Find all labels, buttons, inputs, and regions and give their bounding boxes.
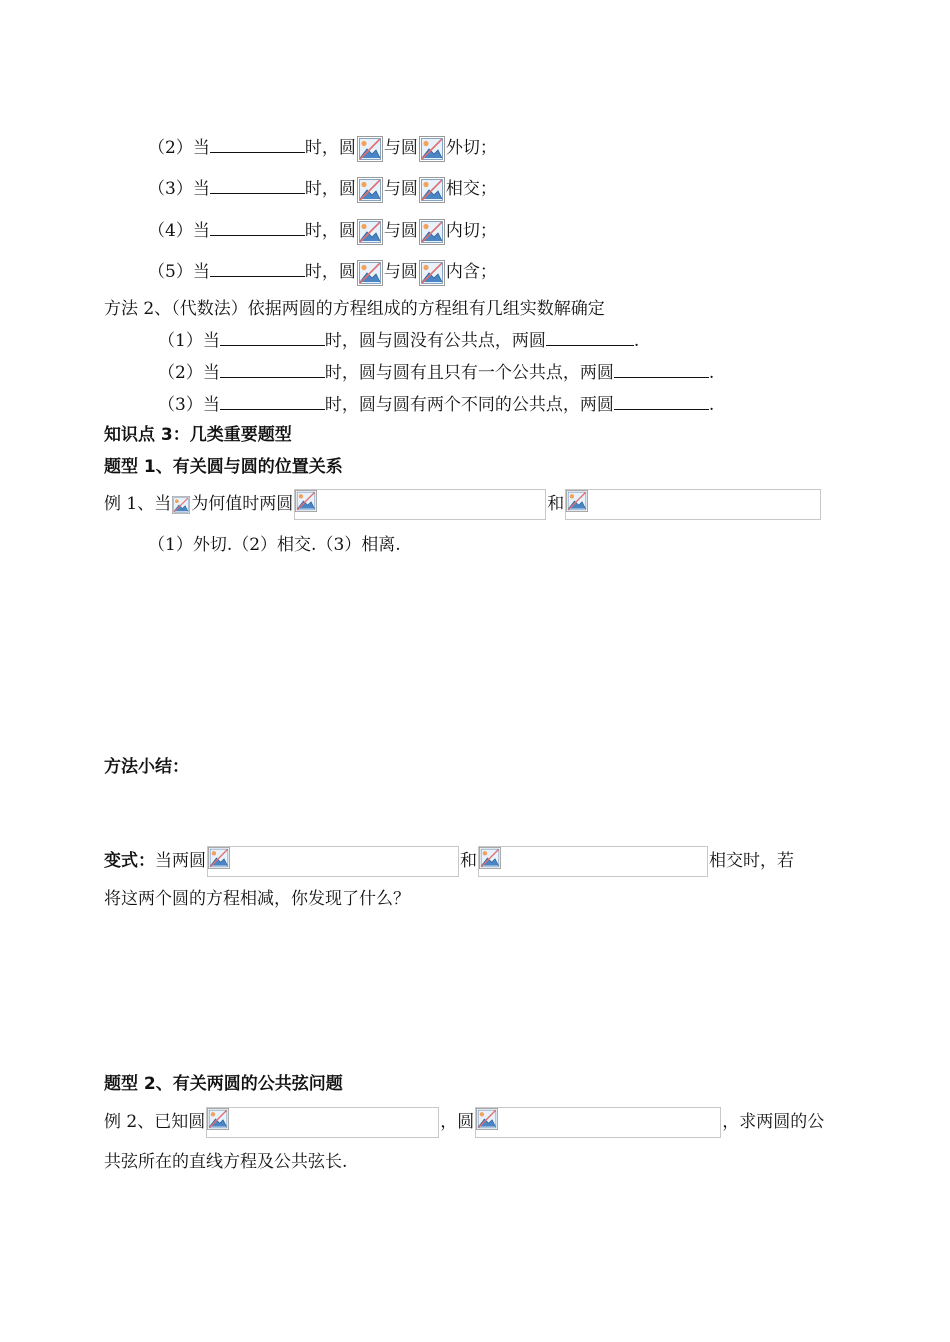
- item-text: 相交；: [445, 179, 497, 199]
- variant-line: [104, 845, 794, 878]
- knowledge-heading: 知识点 3：几类重要题型: [104, 425, 292, 445]
- geo-item-5: [148, 258, 497, 286]
- fill-blank[interactable]: [546, 327, 634, 346]
- item-text: 时，圆: [304, 262, 356, 282]
- variant-question: 将这两个圆的方程相减，你发现了什么？: [104, 889, 410, 909]
- example-text: ，求两圆的公: [722, 1112, 825, 1132]
- type1-heading: 题型 1、有关圆与圆的位置关系: [104, 457, 343, 477]
- equation-image-box: [206, 1107, 439, 1138]
- item-number: （5）当: [148, 262, 210, 282]
- fill-blank[interactable]: [614, 391, 709, 410]
- broken-image-icon: [357, 219, 383, 245]
- example-text: 为何值时两圆: [191, 494, 294, 514]
- broken-image-icon: [419, 219, 445, 245]
- example2-continuation: 共弦所在的直线方程及公共弦长.: [104, 1152, 348, 1172]
- equation-image-box: [207, 846, 459, 877]
- fill-blank[interactable]: [220, 327, 325, 346]
- example-text: ，圆: [440, 1112, 475, 1132]
- fill-blank[interactable]: [614, 359, 709, 378]
- broken-image-icon: [476, 1108, 498, 1130]
- item-text: 内含；: [445, 262, 497, 282]
- item-text: 时，圆与圆没有公共点，两圆: [324, 331, 546, 351]
- item-text: 时，圆: [304, 138, 356, 158]
- geo-item-2: [148, 134, 497, 162]
- broken-image-icon: [419, 260, 445, 286]
- item-text: 与圆: [383, 262, 418, 282]
- equation-image-box: [478, 846, 708, 877]
- broken-image-icon: [207, 1108, 229, 1130]
- item-number: （2）当: [158, 363, 220, 383]
- broken-image-icon: [566, 490, 588, 512]
- method2-item-3: [158, 391, 714, 417]
- fill-blank[interactable]: [220, 391, 325, 410]
- broken-image-icon: [419, 136, 445, 162]
- equation-image-box: [565, 489, 821, 520]
- variant-label: 变式：: [104, 851, 155, 871]
- broken-image-icon: [357, 177, 383, 203]
- fill-blank[interactable]: [210, 258, 305, 277]
- example-text: 和: [547, 494, 565, 514]
- variant-text: 当两圆: [155, 851, 206, 871]
- item-number: （1）当: [158, 331, 220, 351]
- fill-blank[interactable]: [210, 134, 305, 153]
- geo-item-4: [148, 217, 497, 245]
- fill-blank[interactable]: [210, 175, 305, 194]
- method2-item-1: [158, 327, 639, 353]
- broken-image-icon: [172, 494, 190, 516]
- equation-image-box: [475, 1107, 721, 1138]
- item-number: （2）当: [148, 138, 210, 158]
- example1-subparts: （1）外切.（2）相交.（3）相离.: [148, 535, 401, 555]
- geo-item-3: [148, 175, 497, 203]
- item-number: （3）当: [158, 395, 220, 415]
- fill-blank[interactable]: [220, 359, 325, 378]
- variant-text: 相交时，若: [709, 851, 794, 871]
- fill-blank[interactable]: [210, 217, 305, 236]
- example-text: 例 2、已知圆: [104, 1112, 206, 1132]
- method2-item-2: [158, 359, 714, 385]
- item-text: 与圆: [383, 221, 418, 241]
- item-text: 时，圆: [304, 179, 356, 199]
- broken-image-icon: [357, 136, 383, 162]
- item-text: 内切；: [445, 221, 497, 241]
- item-end: .: [708, 395, 715, 415]
- item-number: （3）当: [148, 179, 210, 199]
- variant-text: 和: [460, 851, 477, 871]
- item-text: 时，圆与圆有且只有一个公共点，两圆: [324, 363, 614, 383]
- item-end: .: [708, 363, 715, 383]
- method2-heading: 方法 2、（代数法）依据两圆的方程组成的方程组有几组实数解确定: [104, 299, 605, 319]
- broken-image-icon: [357, 260, 383, 286]
- example1-line: [104, 488, 822, 521]
- type2-heading: 题型 2、有关两圆的公共弦问题: [104, 1074, 343, 1094]
- equation-image-box: [294, 489, 546, 520]
- broken-image-icon: [479, 847, 501, 869]
- item-text: 与圆: [383, 179, 418, 199]
- broken-image-icon: [295, 490, 317, 512]
- item-text: 时，圆: [304, 221, 356, 241]
- method-summary: 方法小结：: [104, 757, 189, 777]
- item-text: 与圆: [383, 138, 418, 158]
- broken-image-icon: [208, 847, 230, 869]
- item-number: （4）当: [148, 221, 210, 241]
- broken-image-icon: [419, 177, 445, 203]
- item-text: 时，圆与圆有两个不同的公共点，两圆: [324, 395, 614, 415]
- example-text: 例 1、当: [104, 494, 172, 514]
- item-text: 外切；: [445, 138, 497, 158]
- item-end: .: [633, 331, 640, 351]
- example2-line: [104, 1106, 824, 1139]
